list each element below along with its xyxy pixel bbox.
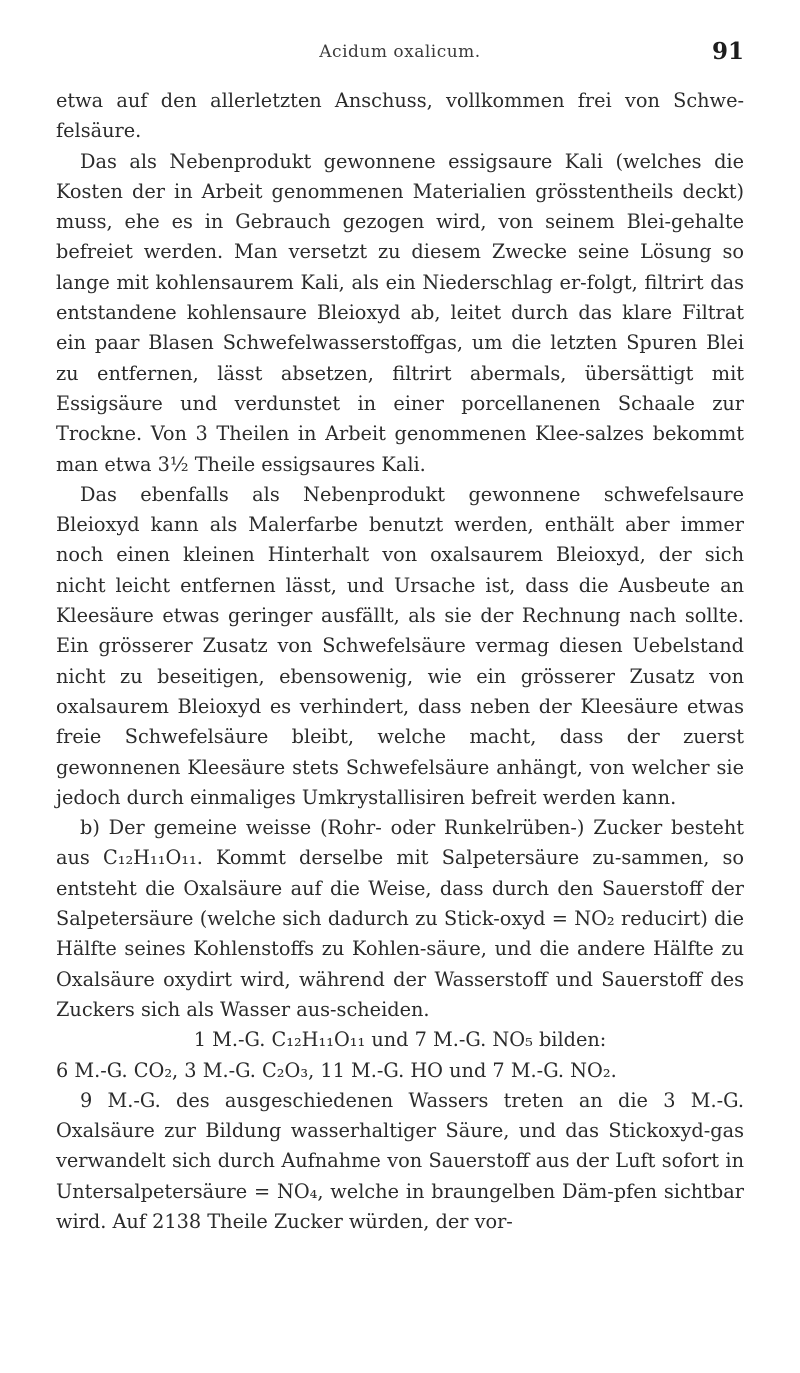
paragraph: Das ebenfalls als Nebenprodukt gewonnene schwefelsaure Bleioxyd kann als Malerfarbe benutzt werden, enthält aber immer noch einen kleinen Hinterhalt von oxalsaurem Bleioxyd, der sich nicht leicht entfernen lässt, und Ursache ist, dass die Ausbeute an Kleesäure etwas geringer ausfällt, als sie der Rechnung nach sollte. Ein grösserer Zusatz von Schwefelsäure vermag diesen Uebelstand nicht zu beseitigen, ebensowenig, wie ein grösserer Zusatz von oxalsaurem Bleioxyd es verhindert, dass neben der Kleesäure etwas freie Schwefelsäure bleibt, welche macht, dass der zuerst gewonnenen Kleesäure stets Schwefelsäure anhängt, von welcher sie jedoch durch einmaliges Umkrystallisiren befreit werden kann. [56, 482, 744, 809]
formula-line: 6 M.-G. CO₂, 3 M.-G. C₂O₃, 11 M.-G. HO und 7 M.-G. NO₂. [56, 1058, 617, 1082]
paragraph: b) Der gemeine weisse (Rohr- oder Runkelrüben-) Zucker besteht aus C₁₂H₁₁O₁₁. Kommt derselbe mit Salpetersäure zu-sammen, so entsteht die Oxalsäure auf die Weise, dass durch den Sauerstoff der Salpetersäure (welche sich dadurch zu Stick-oxyd = NO₂ reducirt) die Hälfte seines Kohlenstoffs zu Kohlen-säure, und die andere Hälfte zu Oxalsäure oxydirt wird, während der Wasserstoff und Sauerstoff des Zuckers sich als Wasser aus-scheiden. [56, 816, 744, 1021]
running-title: Acidum oxalicum. [319, 42, 481, 62]
paragraph: etwa auf den allerletzten Anschuss, vollkommen frei von Schwe-felsäure. [56, 89, 744, 143]
running-head [56, 38, 744, 70]
formula-line: 1 M.-G. C₁₂H₁₁O₁₁ und 7 M.-G. NO₅ bilden: [193, 1028, 607, 1052]
body-text [56, 86, 744, 1237]
paragraph: Das als Nebenprodukt gewonnene essigsaure Kali (welches die Kosten der in Arbeit genommenen Materialien grösstentheils deckt) muss, ehe es in Gebrauch gezogen wird, von seinem Blei-gehalte befreiet werden. Man versetzt zu diesem Zwecke seine Lösung so lange mit kohlensaurem Kali, als ein Niederschlag er-folgt, filtrirt das entstandene kohlensaure Bleioxyd ab, leitet durch das klare Filtrat ein paar Blasen Schwefelwasserstoffgas, um die letzten Spuren Blei zu entfernen, lässt absetzen, filtrirt abermals, übersättigt mit Essigsäure und verdunstet in einer porcellanenen Schaale zur Trockne. Von 3 Theilen in Arbeit genommenen Klee-salzes bekommt man etwa 3½ Theile essigsaures Kali. [56, 149, 744, 476]
paragraph: 9 M.-G. des ausgeschiedenen Wassers treten an die 3 M.-G. Oxalsäure zur Bildung wasserhaltiger Säure, und das Stickoxyd-gas verwandelt sich durch Aufnahme von Sauerstoff aus der Luft sofort in Untersalpetersäure = NO₄, welche in braungelben Däm-pfen sichtbar wird. Auf 2138 Theile Zucker würden, der vor- [56, 1088, 744, 1233]
page-number: 91 [711, 38, 744, 65]
